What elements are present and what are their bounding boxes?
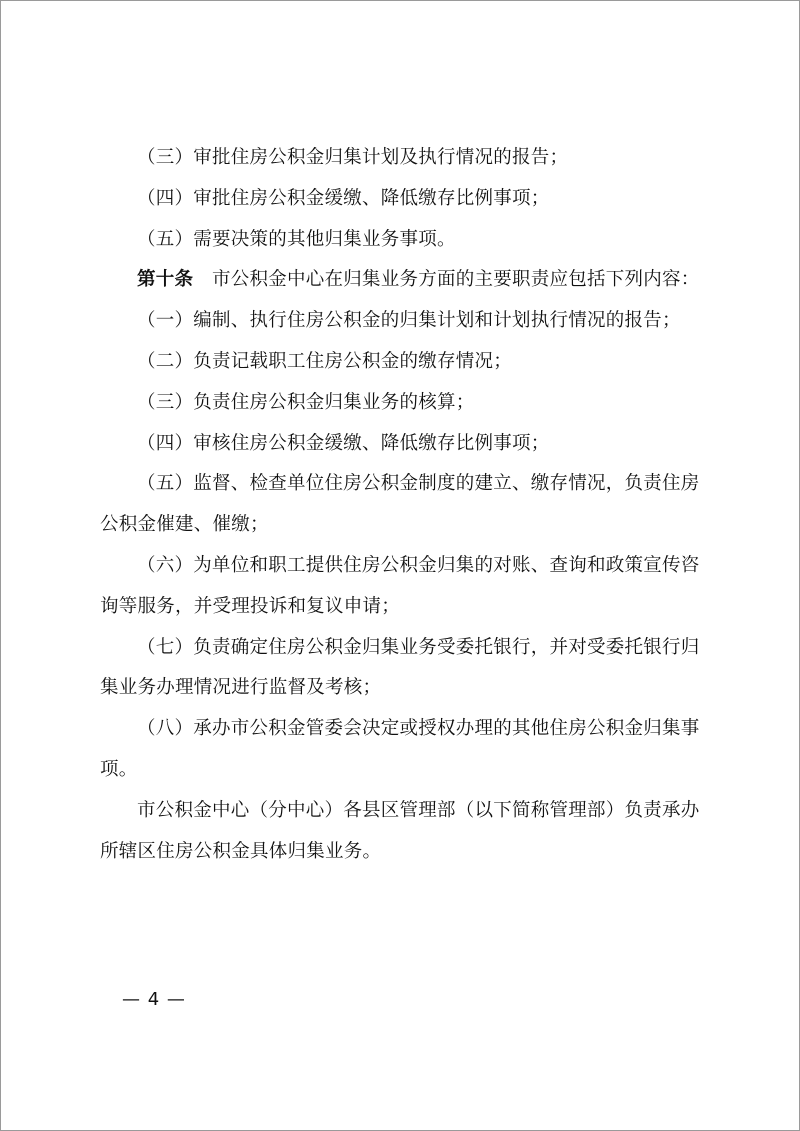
paragraph-item-3-report-approval: [100, 138, 708, 179]
paragraph-text: （三）负责住房公积金归集业务的核算；: [137, 391, 475, 413]
paragraph-text: 市公积金中心在归集业务方面的主要职责应包括下列内容：: [193, 269, 700, 291]
paragraph-duty-5: [100, 464, 708, 546]
paragraph-duty-7: [100, 628, 708, 710]
paragraph-text: 市公积金中心（分中心）各县区管理部（以下简称管理部）负责承办所辖区住房公积金具体归集业务。: [100, 799, 700, 862]
article-10-heading-paragraph: [100, 260, 708, 301]
paragraph-text: （三）审批住房公积金归集计划及执行情况的报告；: [137, 147, 569, 168]
paragraph-text: （二）负责记载职工住房公积金的缴存情况；: [137, 350, 513, 372]
paragraph-text: （六）为单位和职工提供住房公积金归集的对账、查询和政策宣传咨询等服务，并受理投诉和复议申请；: [100, 554, 700, 617]
paragraph-text: （四）审核住房公积金缓缴、降低缴存比例事项；: [137, 432, 550, 454]
paragraph-management-departments: [100, 791, 708, 873]
paragraph-item-5-other-matters: [100, 220, 708, 261]
paragraph-text: （五）监督、检查单位住房公积金制度的建立、缴存情况，负责住房公积金催建、催缴；: [100, 473, 700, 536]
document-body: [100, 138, 708, 872]
paragraph-duty-6: [100, 546, 708, 628]
article-number: 第十条: [137, 269, 194, 291]
paragraph-text: （五）需要决策的其他归集业务事项。: [137, 228, 456, 250]
paragraph-duty-3: [100, 383, 708, 424]
paragraph-duty-8: [100, 709, 708, 791]
paragraph-text: （八）承办市公积金管委会决定或授权办理的其他住房公积金归集事项。: [100, 718, 700, 780]
paragraph-duty-1: [100, 301, 708, 342]
paragraph-text: （一）编制、执行住房公积金的归集计划和计划执行情况的报告；: [137, 310, 681, 332]
page-number: — 4 —: [122, 989, 186, 1010]
paragraph-duty-4: [100, 424, 708, 465]
paragraph-duty-2: [100, 342, 708, 383]
paragraph-item-4-deferral-approval: [100, 179, 708, 220]
paragraph-text: （四）审批住房公积金缓缴、降低缴存比例事项；: [137, 187, 550, 209]
paragraph-text: （七）负责确定住房公积金归集业务受委托银行，并对受委托银行归集业务办理情况进行监督及考核；: [100, 636, 700, 699]
